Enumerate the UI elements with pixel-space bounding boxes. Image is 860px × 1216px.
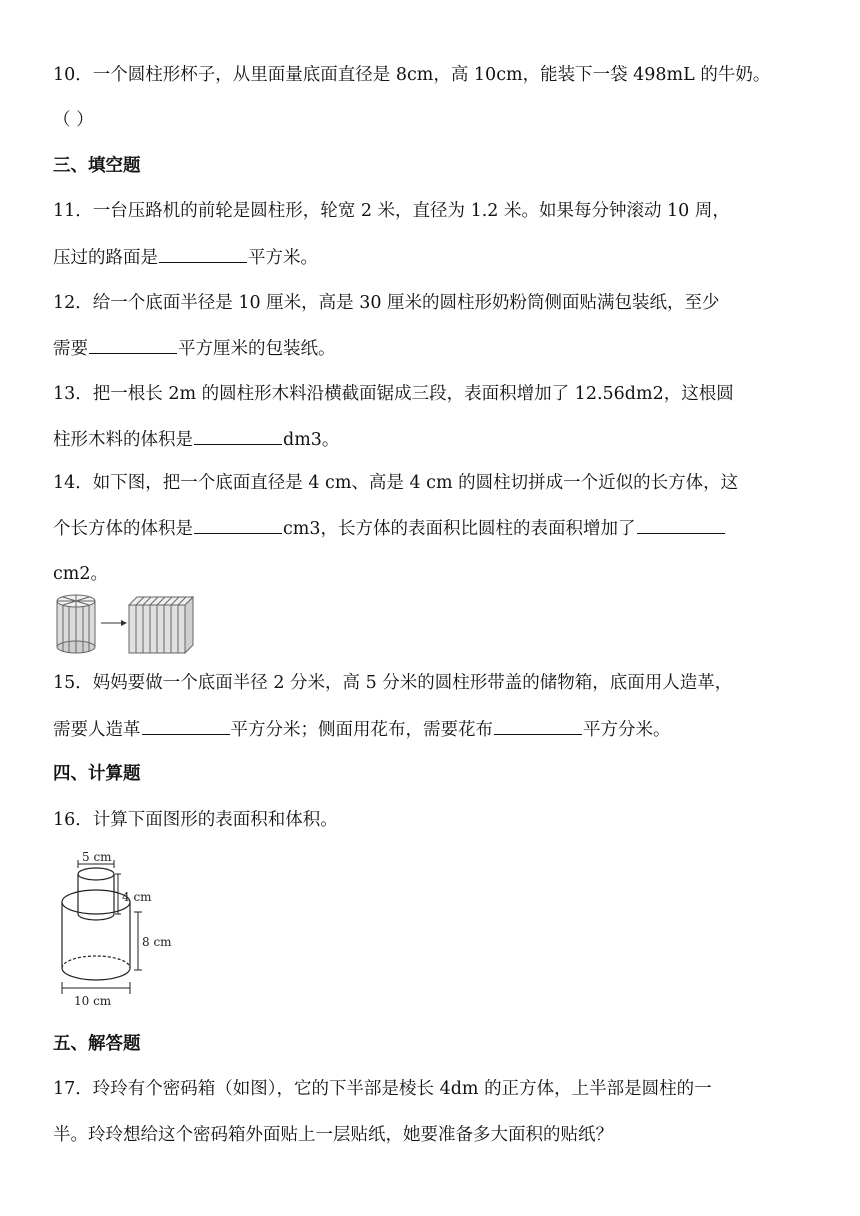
q16-label-top: 5 cm (82, 850, 112, 864)
q13-answer-blank[interactable] (194, 427, 282, 445)
q16-big-top-ellipse (62, 890, 130, 914)
q14-line1: 14．如下图，把一个底面直径是 4 cm、高是 4 cm 的圆柱切拼成一个近似的长方体，这 (53, 473, 739, 493)
q15-answer-blank-1[interactable] (142, 717, 230, 735)
q12-line2 (53, 336, 336, 361)
q12-text-a: 需要 (53, 339, 88, 359)
q12-answer-blank[interactable] (89, 336, 177, 354)
q12-line1: 12．给一个底面半径是 10 厘米，高是 30 厘米的圆柱形奶粉筒侧面贴满包装纸，至少 (53, 293, 720, 313)
q14-line2 (53, 516, 726, 541)
q14-cylinder (57, 595, 95, 653)
q15-answer-blank-2[interactable] (494, 717, 582, 735)
q11-text-b: 平方米。 (248, 248, 318, 268)
q13-text-b: dm3。 (283, 430, 340, 450)
q14-answer-blank-2[interactable] (637, 516, 725, 534)
q15-text-a: 需要人造革 (53, 720, 141, 740)
q17-line1: 17．玲玲有个密码箱（如图），它的下半部是棱长 4dm 的正方体，上半部是圆柱的一 (53, 1079, 712, 1099)
q16-line1: 16．计算下面图形的表面积和体积。 (53, 810, 338, 830)
q14-cuboid (129, 597, 193, 653)
q14-answer-blank-1[interactable] (194, 516, 282, 534)
section3-heading: 三、填空题 (53, 156, 141, 176)
q15-text-b: 平方分米；侧面用花布，需要花布 (230, 720, 493, 740)
q15-line2 (53, 717, 671, 742)
q16-figure (58, 850, 188, 1010)
q15-text-c: 平方分米。 (583, 720, 671, 740)
q11-line2 (53, 245, 318, 270)
q11-answer-blank[interactable] (159, 245, 247, 263)
q16-small-top-ellipse (78, 868, 114, 880)
q14-arrow (101, 620, 127, 626)
q13-line1: 13．把一根长 2m 的圆柱形木料沿横截面锯成三段，表面积增加了 12.56dm2，这根圆 (53, 384, 734, 404)
q11-line1: 11．一台压路机的前轮是圆柱形，轮宽 2 米，直径为 1.2 米。如果每分钟滚动 10 周， (53, 201, 730, 221)
q10-line1: 10．一个圆柱形杯子，从里面量底面直径是 8cm，高 10cm，能装下一袋 498mL 的牛奶。 (53, 65, 771, 85)
q17-line2: 半。玲玲想给这个密码箱外面贴上一层贴纸，她要准备多大面积的贴纸？ (53, 1125, 613, 1145)
section5-heading: 五、解答题 (53, 1034, 141, 1054)
q12-text-b: 平方厘米的包装纸。 (178, 339, 336, 359)
q14-figure (55, 593, 195, 657)
q13-text-a: 柱形木料的体积是 (53, 430, 193, 450)
q14-text-a: 个长方体的体积是 (53, 519, 193, 539)
q13-line2 (53, 427, 339, 452)
q16-label-big-height: 8 cm (142, 935, 172, 949)
section4-heading: 四、计算题 (53, 764, 141, 784)
q14-text-b: cm3，长方体的表面积比圆柱的表面积增加了 (283, 519, 636, 539)
q10-answer-paren: （ ） (53, 110, 94, 130)
q16-label-bottom: 10 cm (74, 994, 112, 1008)
q15-line1: 15．妈妈要做一个底面半径 2 分米，高 5 分米的圆柱形带盖的储物箱，底面用人造革， (53, 673, 733, 693)
q14-line3: cm2。 (53, 564, 109, 584)
q16-label-small-height: 4 cm (122, 890, 152, 904)
q11-text-a: 压过的路面是 (53, 248, 158, 268)
